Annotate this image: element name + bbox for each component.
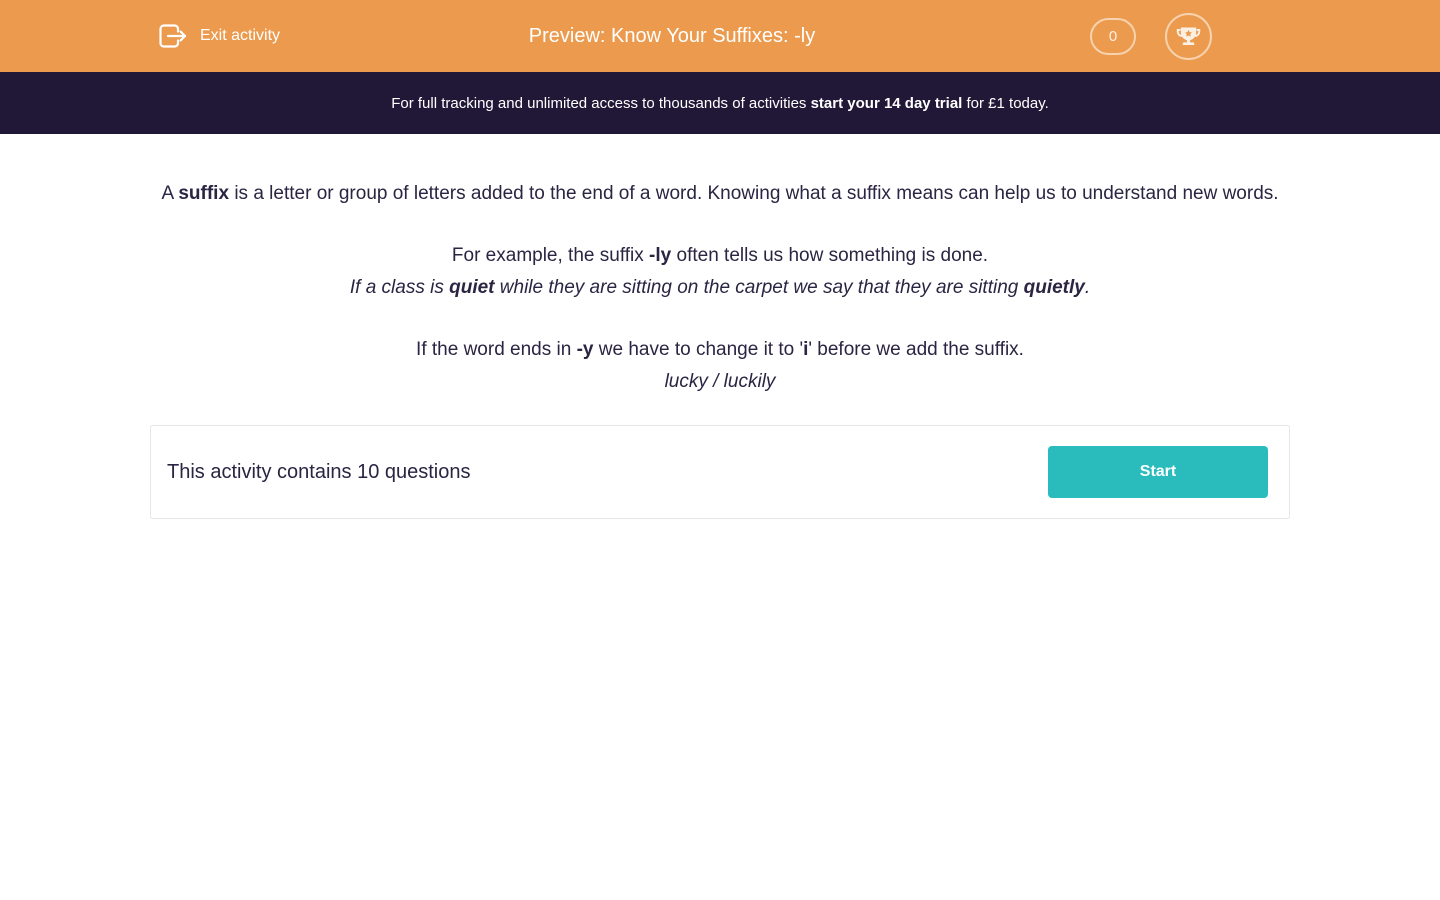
text-segment: we have to change it to ' bbox=[593, 339, 804, 360]
text-segment: suffix bbox=[178, 183, 230, 204]
intro-line bbox=[150, 366, 1290, 398]
header-right-group bbox=[1090, 13, 1212, 60]
text-segment: ' before we add the suffix. bbox=[808, 339, 1024, 360]
text-segment: quietly bbox=[1023, 277, 1085, 298]
start-button[interactable]: Start bbox=[1048, 446, 1268, 498]
question-count-text: This activity contains 10 questions bbox=[167, 460, 471, 483]
intro-line bbox=[150, 334, 1290, 366]
text-segment: For example, the suffix bbox=[451, 245, 650, 266]
text-segment: lucky / luckily bbox=[664, 371, 776, 392]
text-segment: A bbox=[161, 183, 179, 204]
intro-content bbox=[150, 134, 1290, 398]
trial-banner-text bbox=[391, 95, 1049, 112]
score-badge bbox=[1090, 18, 1136, 55]
exit-activity-label: Exit activity bbox=[200, 27, 281, 44]
text-segment: start your 14 day trial bbox=[810, 94, 963, 112]
trial-banner bbox=[0, 72, 1440, 134]
text-segment: while they are sitting on the carpet we say that they are sitting bbox=[494, 277, 1024, 298]
app-header bbox=[0, 0, 1440, 72]
intro-paragraph bbox=[150, 178, 1290, 210]
text-segment: If a class is bbox=[349, 277, 450, 298]
activity-summary-card bbox=[150, 425, 1290, 519]
text-segment: is a letter or group of letters added to the end of a word. Knowing what a suffix means can help us to understand new words. bbox=[229, 183, 1279, 204]
intro-line bbox=[150, 178, 1290, 210]
exit-activity-button[interactable] bbox=[150, 20, 286, 52]
exit-icon bbox=[156, 21, 188, 51]
intro-paragraphs bbox=[150, 178, 1290, 398]
trophy-icon bbox=[1175, 23, 1202, 50]
intro-paragraph bbox=[150, 334, 1290, 398]
text-segment: often tells us how something is done. bbox=[671, 245, 989, 266]
intro-paragraph bbox=[150, 240, 1290, 304]
text-segment: . bbox=[1084, 277, 1091, 298]
page-title: Preview: Know Your Suffixes: -ly bbox=[528, 24, 816, 47]
intro-line bbox=[150, 240, 1290, 272]
text-segment: for £1 today. bbox=[962, 94, 1049, 112]
text-segment: -y bbox=[576, 339, 594, 360]
text-segment: quiet bbox=[449, 277, 495, 298]
text-segment: -ly bbox=[649, 245, 672, 266]
text-segment: If the word ends in bbox=[416, 339, 577, 360]
score-count: 0 bbox=[1108, 27, 1118, 45]
intro-line bbox=[150, 272, 1290, 304]
achievements-button[interactable] bbox=[1165, 13, 1212, 60]
text-segment: For full tracking and unlimited access to thousands of activities bbox=[391, 94, 811, 112]
text-segment: i bbox=[803, 339, 809, 360]
